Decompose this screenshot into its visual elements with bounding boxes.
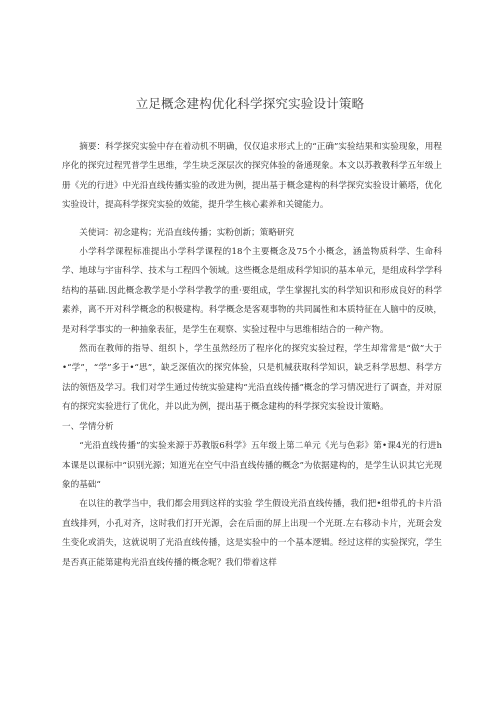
keywords-line: 关使词：初念建构；光沿直线传播；实粉创新；策略研究 — [79, 227, 295, 238]
body-paragraph-1: 小学科学课程标准提出小学科学课程的18个主要概念及75个小概念，涵盖物质科学、生命科学、地球与宇宙科学、技术与工程四个领域。这些概念是组成科学知识的基本单元，是组成科学学科结构的基础.因此概念教学是小学科学教学的重·要组成，学生掌握扎实的科学知识和形成良好的科学素养，离不开对科学概念的积极建构。科学概念是客观事物的共同属性和本质特征在人脑中的反映，是对科学事实的一种抽象表征，是学生在观察、实验过程中与思维相结合的一种产物。 — [62, 247, 442, 335]
section-1-paragraph-2: 在以往的教学当中，我们都会用到这样的实验 学生假设光沿直线传播，我们把•组带孔的卡片沿直线排列，小孔对齐，这时我们打开光源，会在后面的屏上出现一个光斑.左右移动卡片，光斑会发生变化或消失，这就说明了光沿直线传播，这是实验中的一个基本逻辑。经过这样的实验探究，学生是否真正能第建构光沿直线传播的概念呢？我们带着这样 — [62, 499, 442, 568]
section-heading-1: 一、学情分析 — [62, 421, 114, 432]
document-title: 立足概念建构优化科学探究实验设计策略 — [135, 96, 365, 111]
abstract-paragraph: 摘要：科学探究实验中存在着动机不明确，仅仅追求形式上的“正确”实验结果和实验现象，用程序化的探究过程咒普学生思维，学生块乏深层次的探究体验的备通现象。本文以苏教教科学五年级上册《光的行进》中光沿直线传播实验的改进为例，提出基于概念建构的科学探究实验设计籁塔，优化实验设计，提高科学探究实验的效能，提升学生核心素养和关键能力。 — [62, 142, 442, 211]
section-1-paragraph-1: “光沿直线传播”的实验来源于苏教版6科学》五年级上第二单元《光与色彩》第•课4光的行进h本课是以课标中“识别光源；知道光在空气中沿直线传播的概念”为依据建构的，是学生认识其它光现象的基础“ — [62, 441, 442, 490]
document-body — [62, 138, 442, 573]
body-paragraph-2: 然而在教师的指导、组织卜，学生虽然经历了程序化的探究实验过程，学生却常常是“做”大于•“学”，“学”多于•“思”，缺乏深值次的探究体验，只是机械获取科学知识，缺乏科学思想、科学方法的领悟及学习。我们对学生通过传统实验建构“光沿直线传播”概念的学习情况进行了调查，并对原有的探究实验进行了优化，并以此为例，提出基于概念建构的科学探究实验设计策略。 — [62, 344, 442, 413]
